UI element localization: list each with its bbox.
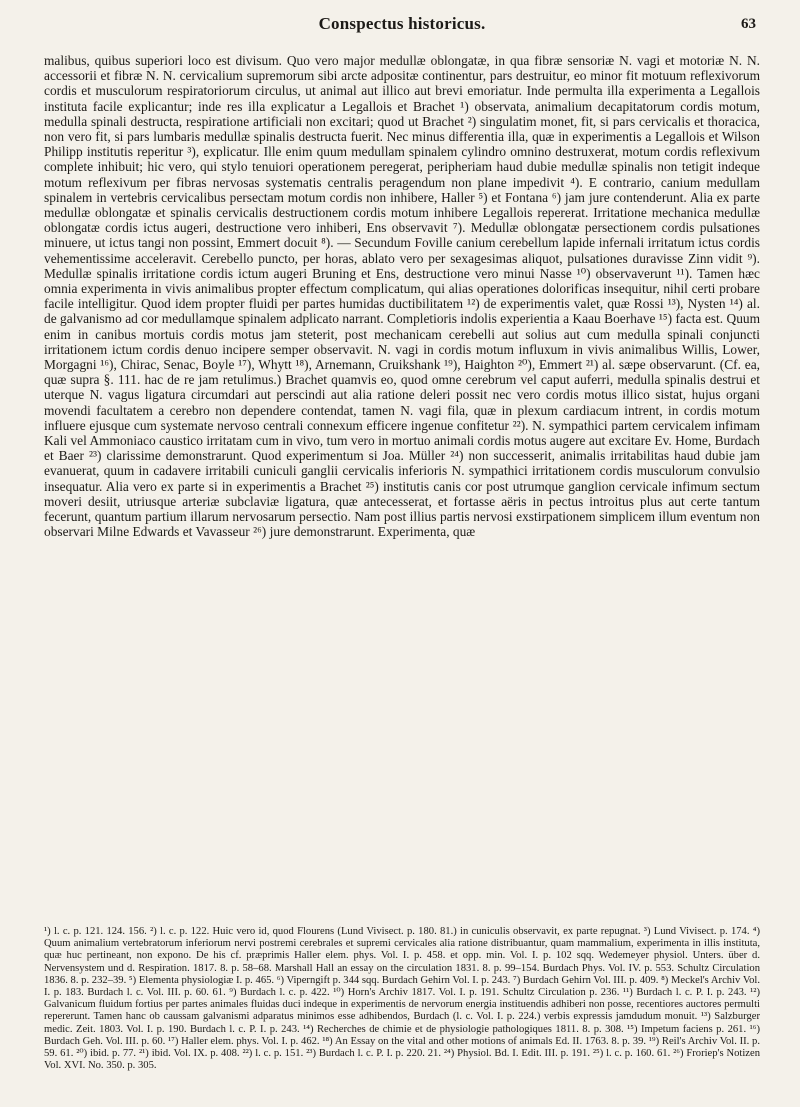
- page-number: 63: [741, 16, 756, 32]
- footnote-block: ¹) l. c. p. 121. 124. 156. ²) l. c. p. 122. Huic vero id, quod Flourens (Lund Vivisect. p. 180. 81.) in cuniculis observavit, ex parte repugnat. ³) Lund Vivisect. p. 174. ⁴) Quum animalium vertebratorum inferiorum nervi postremi cerebrales et supremi cervicales alia ratione distribuantur, quam mammalium, experimenta in illis instituta, quæ huc pertineant, non expono. De his cf. præprimis Haller elem. phys. Vol. I. p. 458. et opp. min. Vol. I. p. 102 sqq. Wedemeyer physiol. Unters. über d. Nervensystem und d. Respiration. 1817. 8. p. 58–68. Marshall Hall an essay on the circulation 1831. 8. p. 99–154. Burdach Phys. Vol. IV. p. 553. Schultz Circulation 1836. 8. p. 232–39. ⁵) Elementa physiologiæ I. p. 465. ⁶) Viperngift p. 344 sqq. Burdach Gehirn Vol. I. p. 243. ⁷) Burdach Gehirn Vol. III. p. 409. ⁸) Meckel's Archiv Vol. I. p. 183. Burdach l. c. Vol. III. p. 60. 61. ⁹) Burdach l. c. p. 422. ¹⁰) Horn's Archiv 1817. Vol. I. p. 191. Schultz Circulation p. 236. ¹¹) Burdach l. c. P. I. p. 243. ¹²) Galvanicum fluidum fortius per partes animales fluidas duci indeque in experimentis de nervorum energia instituendis adhiberi non posse, recentiores auctores permulti repererunt. Tamen hanc ob caussam galvanismi adparatus minimos esse adhibendos, Burdach (l. c. Vol. I. p. 224.) verbis expressis jamdudum monuit. ¹³) Salzburger medic. Zeit. 1803. Vol. I. p. 190. Burdach l. c. P. I. p. 243. ¹⁴) Recherches de chimie et de physiologie pathologiques 1811. 8. p. 308. ¹⁵) Impetum faciens p. 261. ¹⁶) Burdach Geh. Vol. III. p. 60. ¹⁷) Haller elem. phys. Vol. I. p. 462. ¹⁸) An Essay on the vital and other motions of animals Ed. II. 1763. 8. p. 39. ¹⁹) Reil's Archiv Vol. II. p. 59. 61. ²⁰) ibid. p. 77. ²¹) ibid. Vol. IX. p. 408. ²²) l. c. p. 151. ²³) Burdach l. c. P. I. p. 220. 21. ²⁴) Physiol. Bd. I. Edit. III. p. 191. ²⁵) l. c. p. 160. 61. ²⁶) Froriep's Notizen Vol. XVI. No. 350. p. 305.: [44, 926, 760, 1072]
- running-head: [44, 14, 760, 42]
- footnotes: [44, 926, 760, 1072]
- body-text: [44, 53, 760, 540]
- running-title: Conspectus historicus.: [318, 14, 486, 33]
- body-paragraph: malibus, quibus superiori loco est divisum. Quo vero major medullæ oblongatæ, in qua fibræ sensoriæ N. vagi et motoriæ N. N. accessorii et fibræ N. N. cervicalium supremorum sibi arcte adpositæ continentur, pars destruitur, eo minor fit motuum reflexivorum cordis et musculorum respiratoriorum circulus, ut animal aut illico aut brevi emoriatur. Inde permulta illa experimenta a Legallois instituta facile explicantur; inde res illa explicatur a Legallois et Brachet ¹) observata, animalium decapitatorum cordis motum, medulla spinali destructa, respiratione artificiali non excitari; quod ut Brachet ²) singulatim monet, fit, si pars cervicalis et thoracica, non vero fit, si pars lumbaris medullæ spinalis destructa fuerit. Nec minus differentia illa, quæ in experimentis a Legallois et Wilson Philipp institutis reperitur ³), explicatur. Ille enim quum medullam spinalem cylindro omnino destruxerat, motum cordis reflexivum complete inhibuit; hic vero, qui stylo tenuiori operationem peregerat, peripheriam haud dubie medullæ spinalis non tetigit indeque motum reflexivum per fibras nervosas systematis centralis peragendum non plane impedivit ⁴). E contrario, canium medullam spinalem in vertebris cervicalibus persectam motum cordis non inhibere, Haller ⁵) et Fontana ⁶) jam jure contenderunt. Alia ex parte medullæ oblongatæ et spinalis cervicalis destructionem cordis motum inhibere Legallois repererat. Irritatione mechanica medullæ oblongatæ cordis ictus augeri, destructione vero inhiberi, Ens observavit ⁷). Medullæ oblongatæ persectionem cordis pulsationes minuere, ut ictus tangi non possint, Emmert docuit ⁸). — Secundum Foville canium cerebellum lapide infernali irritatum ictus cordis vehementissime acceleravit. Cerebello puncto, per horas, ablato vero per sexagesimas aliquot, pulsationes duravisse Zinn vidit ⁹). Medullæ spinalis irritatione cordis ictum augeri Bruning et Ens, destructione vero minui Nasse ¹⁰) observaverunt ¹¹). Tamen hæc omnia experimenta in vivis animalibus propter effectum complicatum, qui alias operationes dolorificas insequitur, nihil certi probare facile intelligitur. Quod idem propter fluidi per partes humidas ductibilitatem ¹²) de experimentis valet, quæ Rossi ¹³), Nysten ¹⁴) al. de galvanismo ad cor medullamque spinalem adplicato narrant. Completioris indolis experientia a Kaau Boerhave ¹⁵) facta est. Quum enim in canibus mortuis cordis motus jam steterit, post mechanicam cerebelli aut solius aut cum medulla spinali conjuncti irritationem ictum cordis denuo incipere semper observavit. N. vagi in cordis motum influxum in vivis animalibus Willis, Lower, Morgagni ¹⁶), Chirac, Senac, Boyle ¹⁷), Whytt ¹⁸), Arnemann, Cruikshank ¹⁹), Haighton ²⁰), Emmert ²¹) al. sæpe observarunt. (Cf. ea, quæ supra §. 111. hac de re jam retulimus.) Brachet quamvis eo, quod omne cerebrum vel caput auferri, medulla spinalis destrui et uterque N. vagus ligatura circumdari aut perscindi aut alia ratione deleri possit nec vero cordis motus illico sistat, hujus organi movendi facultatem a cerebro non dependere contendat, tamen N. vagi fila, quæ in plexum cardiacum intrent, in cordis motum influere ejusque cum systemate nervoso centrali connexum efficere ingenue confitetur ²²). N. sympathici partem cervicalem infimam Kali vel Ammoniaco caustico irritatam cum in vivo, tum vero in mortuo animali cordis motus augere aut excitare Ev. Home, Burdach et Baer ²³) clarissime demonstrarunt. Quod experimentum si Joa. Müller ²⁴) non successerit, animalis irritabilitas haud dubie jam evanuerat, quum in cadavere irritabili cuniculi ganglii cervicalis inferioris N. sympathici irritationem cordis musculorum convulsio insequatur. Alia vero ex parte si in experimentis a Brachet ²⁵) institutis canis cor post utrumque ganglion cervicale infimum sectum moveri desiit, utriusque arteriæ subclaviæ ligatura, quæ antecesserat, et fortasse aëris in pectus introitus plus aut certe tantum fecerunt, quantum partium illarum nervosarum persectio. Nam post illius partis nervosi exstirpationem simplicem illum eventum non observari Milne Edwards et Vavasseur ²⁶) jure demonstrarunt. Experimenta, quæ: [44, 53, 760, 540]
